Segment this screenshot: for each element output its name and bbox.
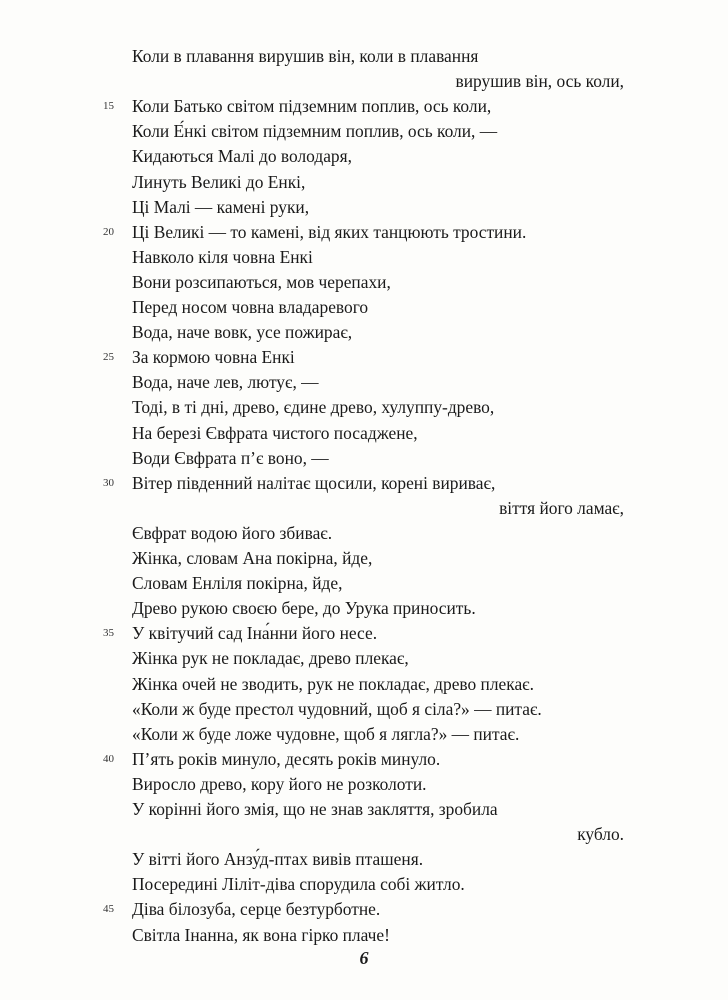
verse-line: Ці Великі — то камені, від яких танцюють тростини. — [132, 221, 527, 242]
verse-line: У квітучий сад Іна́нни його несе. — [132, 623, 378, 644]
line-number: 15 — [103, 100, 114, 113]
verse-line: Виросло древо, кору його не розколоти. — [132, 773, 427, 794]
verse-line: Води Євфрата п’є воно, — — [132, 447, 329, 468]
verse-line: Линуть Великі до Енкі, — [132, 171, 306, 192]
verse-line: На березі Євфрата чистого посаджене, — [132, 422, 418, 443]
verse-line: Словам Енліля покірна, йде, — [132, 573, 343, 594]
verse-line: Жінка, словам Ана покірна, йде, — [132, 548, 373, 568]
verse-line: Вода, наче лев, лютує, — — [132, 372, 319, 393]
verse-line: Перед носом човна владаревого — [132, 297, 369, 317]
verse-line: За кормою човна Енкі — [132, 347, 295, 368]
verse-line: Тоді, в ті дні, древо, єдине древо, хулуппу-древо, — [132, 397, 495, 418]
line-number: 35 — [103, 627, 114, 640]
verse-line: Вони розсипаються, мов черепахи, — [132, 271, 391, 292]
verse-line: У вітті його Анзу́д-птах вивів пташеня. — [132, 849, 424, 870]
verse-line: «Коли ж буде престол чудовний, щоб я сіла?» — питає. — [132, 698, 542, 719]
verse-line: Коли Е́нкі світом підземним поплив, ось коли, — — [132, 121, 498, 142]
verse-line: П’ять років минуло, десять років минуло. — [132, 748, 441, 769]
line-number: 40 — [103, 752, 114, 765]
verse-line: Посередині Ліліт-діва спорудила собі житло. — [132, 874, 465, 895]
line-number: 20 — [103, 225, 114, 238]
line-number: 45 — [103, 903, 114, 916]
verse-line: У корінні його змія, що не знав закляття, зробила — [132, 799, 498, 819]
verse-line-continuation: віття його ламає, — [499, 497, 624, 518]
verse-line: Кидаються Малі до володаря, — [132, 146, 352, 167]
verse-line: Жінка очей не зводить, рук не покладає, древо плекає. — [132, 673, 534, 694]
verse-line: Навколо кіля човна Енкі — [132, 246, 313, 267]
verse-line: Вітер південний налітає щосили, корені вириває, — [132, 472, 496, 493]
verse-line-continuation: вирушив він, ось коли, — [455, 71, 624, 92]
verse-line: Жінка рук не покладає, древо плекає, — [132, 648, 409, 669]
line-number: 25 — [103, 351, 114, 364]
verse-line-continuation: кубло. — [577, 824, 624, 845]
verse-line: Світла Інанна, як вона гірко плаче! — [132, 924, 390, 945]
verse-line: Вода, наче вовк, усе пожирає, — [132, 322, 353, 343]
verse-line: Коли Батько світом підземним поплив, ось коли, — [132, 96, 492, 117]
verse-line: Древо рукою своєю бере, до Урука приносить. — [132, 598, 476, 619]
verse-line: Діва білозуба, серце безтурботне. — [132, 899, 381, 920]
line-number: 30 — [103, 476, 114, 489]
verse-line: Коли в плавання вирушив він, коли в плавання — [132, 46, 479, 66]
verse-line: «Коли ж буде ложе чудовне, щоб я лягла?» — питає. — [132, 723, 520, 744]
verse-line: Євфрат водою його збиває. — [132, 522, 333, 543]
page-number: 6 — [359, 948, 369, 968]
verse-line: Ці Малі — камені руки, — [132, 196, 310, 217]
